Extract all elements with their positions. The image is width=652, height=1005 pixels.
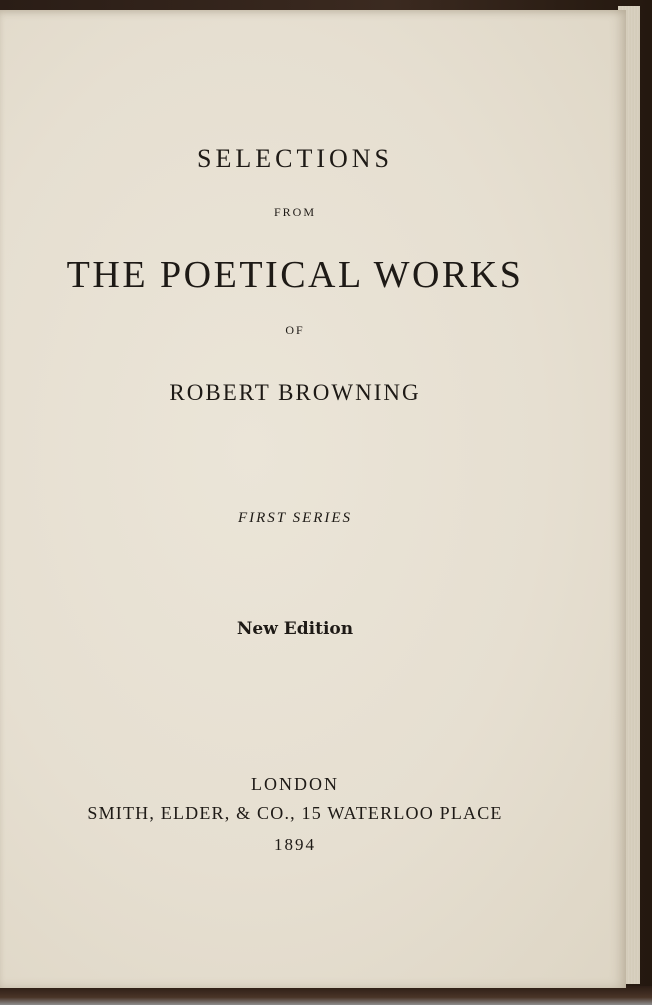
main-title: THE POETICAL WORKS xyxy=(66,254,524,296)
imprint-city: LONDON xyxy=(251,774,339,794)
title-page xyxy=(0,10,626,988)
title-from: FROM xyxy=(273,205,316,219)
title-of: OF xyxy=(285,323,305,337)
imprint-year: 1894 xyxy=(274,835,316,854)
author-name: ROBERT BROWNING xyxy=(169,380,421,405)
book-cover-bottom xyxy=(0,986,652,1005)
series-label: FIRST SERIES xyxy=(237,510,353,526)
edition-label: New Edition xyxy=(236,619,354,639)
imprint-publisher: SMITH, ELDER, & CO., 15 WATERLOO PLACE xyxy=(87,803,503,823)
title-selections: SELECTIONS xyxy=(197,144,393,173)
